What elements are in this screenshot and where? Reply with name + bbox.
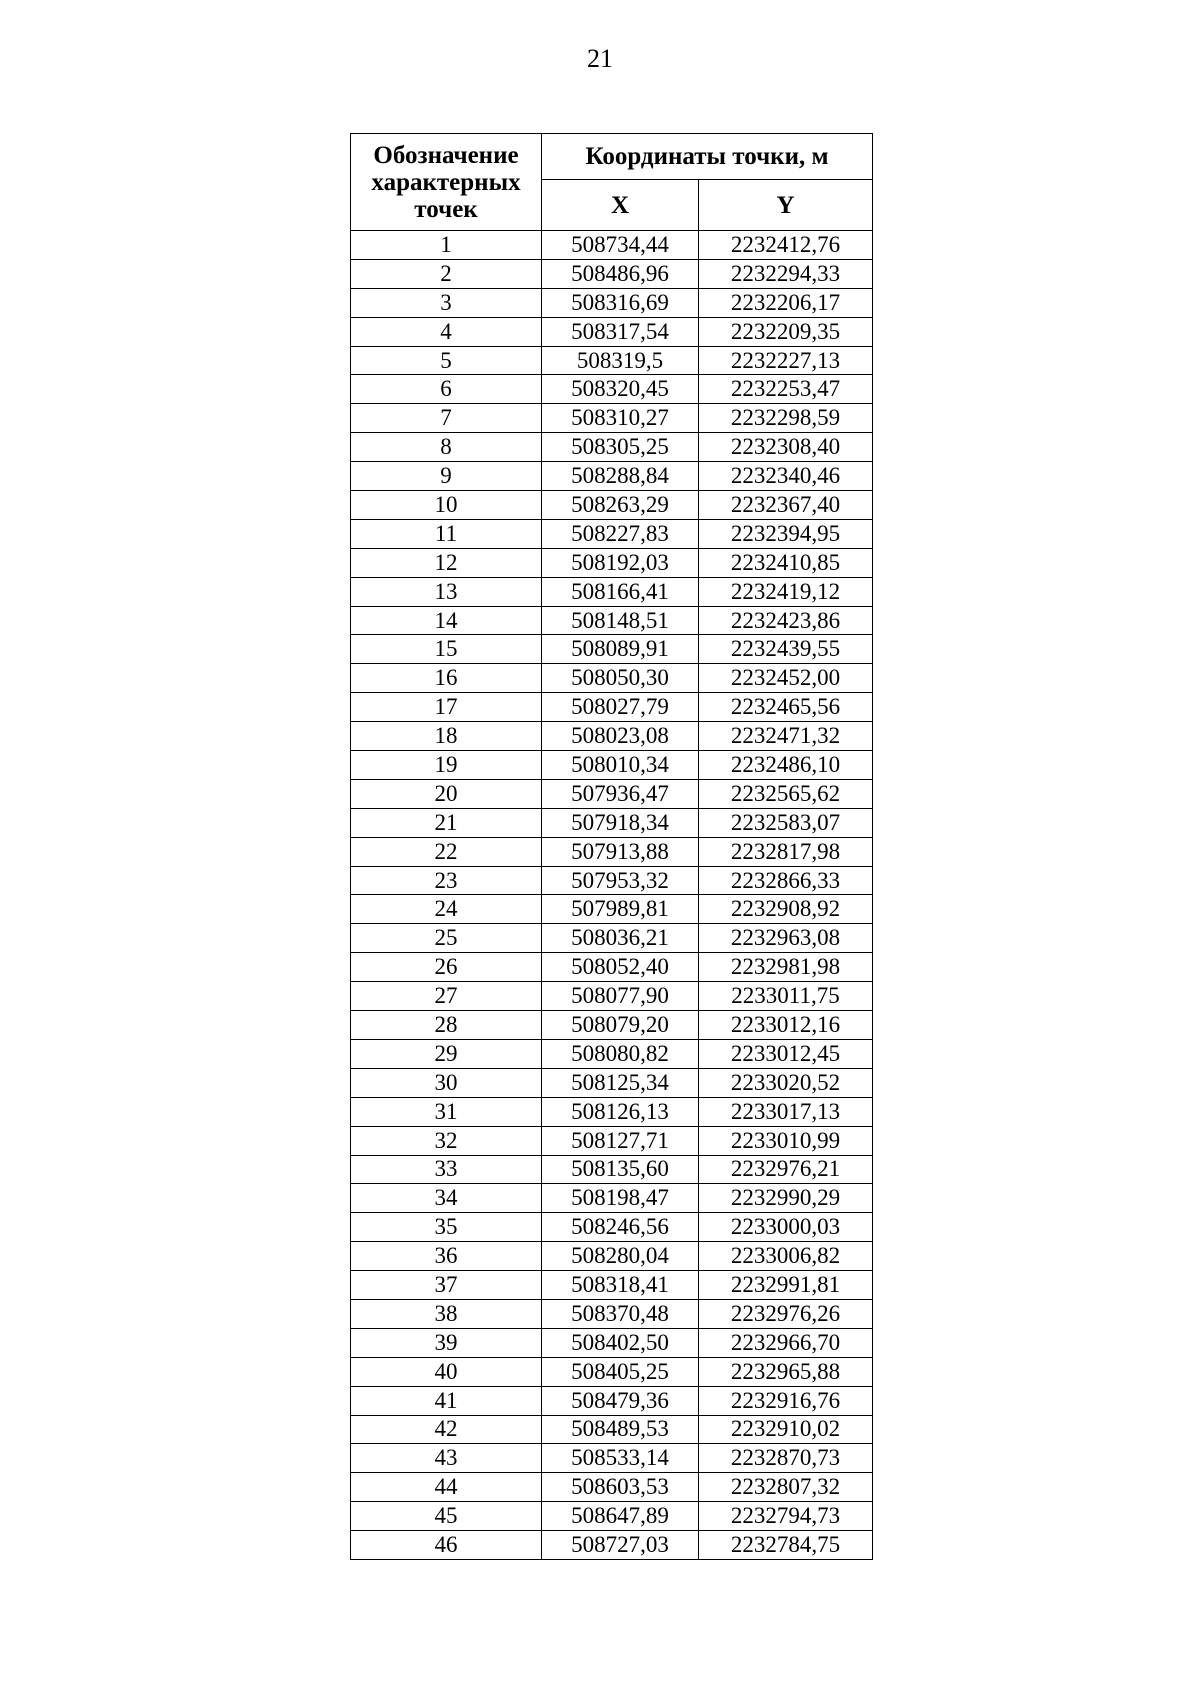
- x-value: 508310,27: [542, 404, 699, 433]
- x-value: 508036,21: [542, 924, 699, 953]
- y-value: 2232807,32: [699, 1473, 873, 1502]
- table-row: [351, 1386, 873, 1415]
- table-row: [351, 375, 873, 404]
- table-row: [351, 577, 873, 606]
- point-number: 2: [351, 259, 542, 288]
- y-value: 2233012,16: [699, 1011, 873, 1040]
- table-row: [351, 982, 873, 1011]
- y-value: 2232981,98: [699, 953, 873, 982]
- x-value: 508198,47: [542, 1184, 699, 1213]
- x-value: 508135,60: [542, 1155, 699, 1184]
- point-number: 40: [351, 1357, 542, 1386]
- x-value: 508010,34: [542, 751, 699, 780]
- x-value: 508023,08: [542, 722, 699, 751]
- table-row: [351, 1502, 873, 1531]
- table-row: [351, 1473, 873, 1502]
- x-value: 507953,32: [542, 866, 699, 895]
- table-row: [351, 808, 873, 837]
- y-value: 2233000,03: [699, 1213, 873, 1242]
- table-row: [351, 404, 873, 433]
- x-value: 508727,03: [542, 1531, 699, 1560]
- x-value: 508320,45: [542, 375, 699, 404]
- table-row: [351, 1068, 873, 1097]
- x-column-header: X: [542, 180, 699, 231]
- point-number: 37: [351, 1271, 542, 1300]
- x-value: 507936,47: [542, 779, 699, 808]
- table-row: [351, 779, 873, 808]
- y-value: 2232976,26: [699, 1299, 873, 1328]
- point-number: 21: [351, 808, 542, 837]
- table-row: [351, 1213, 873, 1242]
- x-value: 508227,83: [542, 519, 699, 548]
- y-value: 2232253,47: [699, 375, 873, 404]
- y-value: 2232916,76: [699, 1386, 873, 1415]
- table-row: [351, 231, 873, 260]
- y-value: 2232298,59: [699, 404, 873, 433]
- y-value: 2232870,73: [699, 1444, 873, 1473]
- table-row: [351, 664, 873, 693]
- x-value: 508263,29: [542, 491, 699, 520]
- point-number: 9: [351, 462, 542, 491]
- point-number: 28: [351, 1011, 542, 1040]
- table-row: [351, 491, 873, 520]
- point-number: 17: [351, 693, 542, 722]
- x-value: 508052,40: [542, 953, 699, 982]
- x-value: 508050,30: [542, 664, 699, 693]
- y-value: 2232910,02: [699, 1415, 873, 1444]
- point-number: 29: [351, 1039, 542, 1068]
- point-number: 11: [351, 519, 542, 548]
- y-value: 2232976,21: [699, 1155, 873, 1184]
- x-value: 508127,71: [542, 1126, 699, 1155]
- table-row: [351, 346, 873, 375]
- table-row: [351, 606, 873, 635]
- y-value: 2232206,17: [699, 288, 873, 317]
- table-row: [351, 895, 873, 924]
- table-header: [351, 134, 873, 231]
- y-value: 2232908,92: [699, 895, 873, 924]
- table-body: [351, 231, 873, 1560]
- x-value: 508486,96: [542, 259, 699, 288]
- x-value: 508489,53: [542, 1415, 699, 1444]
- point-number: 14: [351, 606, 542, 635]
- table-row: [351, 1184, 873, 1213]
- x-value: 508370,48: [542, 1299, 699, 1328]
- point-number: 38: [351, 1299, 542, 1328]
- table-row: [351, 751, 873, 780]
- y-value: 2232439,55: [699, 635, 873, 664]
- point-number: 12: [351, 548, 542, 577]
- y-value: 2232565,62: [699, 779, 873, 808]
- y-value: 2232583,07: [699, 808, 873, 837]
- table-row: [351, 1039, 873, 1068]
- y-value: 2233011,75: [699, 982, 873, 1011]
- x-value: 508080,82: [542, 1039, 699, 1068]
- x-value: 508734,44: [542, 231, 699, 260]
- point-number: 15: [351, 635, 542, 664]
- point-number: 18: [351, 722, 542, 751]
- coordinates-header: Координаты точки, м: [542, 134, 873, 180]
- y-value: 2232963,08: [699, 924, 873, 953]
- x-value: 508077,90: [542, 982, 699, 1011]
- table-row: [351, 693, 873, 722]
- point-number: 45: [351, 1502, 542, 1531]
- y-value: 2232465,56: [699, 693, 873, 722]
- point-number: 6: [351, 375, 542, 404]
- table-row: [351, 1271, 873, 1300]
- y-value: 2232423,86: [699, 606, 873, 635]
- point-number: 24: [351, 895, 542, 924]
- point-number: 34: [351, 1184, 542, 1213]
- x-value: 507918,34: [542, 808, 699, 837]
- y-value: 2232410,85: [699, 548, 873, 577]
- x-value: 508280,04: [542, 1242, 699, 1271]
- table-row: [351, 1357, 873, 1386]
- point-number: 4: [351, 317, 542, 346]
- point-number: 36: [351, 1242, 542, 1271]
- point-number: 44: [351, 1473, 542, 1502]
- table-row: [351, 1531, 873, 1560]
- x-value: 508125,34: [542, 1068, 699, 1097]
- x-value: 508079,20: [542, 1011, 699, 1040]
- table-row: [351, 259, 873, 288]
- table-row: [351, 1328, 873, 1357]
- x-value: 508319,5: [542, 346, 699, 375]
- table-row: [351, 288, 873, 317]
- y-value: 2232419,12: [699, 577, 873, 606]
- y-value: 2232866,33: [699, 866, 873, 895]
- point-designation-header: Обозначение характерных точек: [351, 134, 542, 231]
- point-number: 26: [351, 953, 542, 982]
- x-value: 508166,41: [542, 577, 699, 606]
- y-value: 2232340,46: [699, 462, 873, 491]
- x-value: 508305,25: [542, 433, 699, 462]
- point-number: 46: [351, 1531, 542, 1560]
- x-value: 508647,89: [542, 1502, 699, 1531]
- table-row: [351, 924, 873, 953]
- y-value: 2232367,40: [699, 491, 873, 520]
- y-value: 2233006,82: [699, 1242, 873, 1271]
- point-number: 39: [351, 1328, 542, 1357]
- y-value: 2232990,29: [699, 1184, 873, 1213]
- table-row: [351, 837, 873, 866]
- point-number: 22: [351, 837, 542, 866]
- y-value: 2232991,81: [699, 1271, 873, 1300]
- y-value: 2232308,40: [699, 433, 873, 462]
- table-row: [351, 953, 873, 982]
- point-number: 31: [351, 1097, 542, 1126]
- point-number: 7: [351, 404, 542, 433]
- y-value: 2232784,75: [699, 1531, 873, 1560]
- table-row: [351, 1444, 873, 1473]
- table-row: [351, 1155, 873, 1184]
- point-number: 19: [351, 751, 542, 780]
- x-value: 508479,36: [542, 1386, 699, 1415]
- point-number: 35: [351, 1213, 542, 1242]
- x-value: 508126,13: [542, 1097, 699, 1126]
- table-row: [351, 1415, 873, 1444]
- x-value: 508402,50: [542, 1328, 699, 1357]
- y-value: 2232817,98: [699, 837, 873, 866]
- table-row: [351, 548, 873, 577]
- table-row: [351, 519, 873, 548]
- y-value: 2232794,73: [699, 1502, 873, 1531]
- y-value: 2232471,32: [699, 722, 873, 751]
- y-value: 2233017,13: [699, 1097, 873, 1126]
- y-value: 2232486,10: [699, 751, 873, 780]
- x-value: 508317,54: [542, 317, 699, 346]
- y-value: 2232227,13: [699, 346, 873, 375]
- x-value: 508148,51: [542, 606, 699, 635]
- y-value: 2232209,35: [699, 317, 873, 346]
- page-number: 21: [587, 44, 613, 73]
- x-value: 508405,25: [542, 1357, 699, 1386]
- y-value: 2233020,52: [699, 1068, 873, 1097]
- point-number: 1: [351, 231, 542, 260]
- x-value: 508246,56: [542, 1213, 699, 1242]
- point-number: 41: [351, 1386, 542, 1415]
- table-row: [351, 1011, 873, 1040]
- table-row: [351, 462, 873, 491]
- point-number: 43: [351, 1444, 542, 1473]
- x-value: 508533,14: [542, 1444, 699, 1473]
- y-value: 2232966,70: [699, 1328, 873, 1357]
- table-row: [351, 317, 873, 346]
- table-row: [351, 722, 873, 751]
- x-value: 508318,41: [542, 1271, 699, 1300]
- point-number: 42: [351, 1415, 542, 1444]
- point-number: 25: [351, 924, 542, 953]
- x-value: 508316,69: [542, 288, 699, 317]
- point-number: 13: [351, 577, 542, 606]
- table-row: [351, 1242, 873, 1271]
- point-number: 20: [351, 779, 542, 808]
- table-row: [351, 1299, 873, 1328]
- x-value: 507913,88: [542, 837, 699, 866]
- y-value: 2232294,33: [699, 259, 873, 288]
- coordinates-table: [350, 133, 873, 1560]
- x-value: 507989,81: [542, 895, 699, 924]
- point-number: 16: [351, 664, 542, 693]
- point-number: 23: [351, 866, 542, 895]
- y-value: 2232412,76: [699, 231, 873, 260]
- table-row: [351, 866, 873, 895]
- point-number: 27: [351, 982, 542, 1011]
- y-value: 2233010,99: [699, 1126, 873, 1155]
- point-number: 30: [351, 1068, 542, 1097]
- point-number: 10: [351, 491, 542, 520]
- y-value: 2232965,88: [699, 1357, 873, 1386]
- x-value: 508192,03: [542, 548, 699, 577]
- y-value: 2233012,45: [699, 1039, 873, 1068]
- y-value: 2232394,95: [699, 519, 873, 548]
- x-value: 508603,53: [542, 1473, 699, 1502]
- point-number: 5: [351, 346, 542, 375]
- point-number: 32: [351, 1126, 542, 1155]
- point-number: 3: [351, 288, 542, 317]
- point-number: 8: [351, 433, 542, 462]
- y-column-header: Y: [699, 180, 873, 231]
- x-value: 508288,84: [542, 462, 699, 491]
- table-row: [351, 635, 873, 664]
- table-row: [351, 433, 873, 462]
- x-value: 508089,91: [542, 635, 699, 664]
- table-row: [351, 1126, 873, 1155]
- x-value: 508027,79: [542, 693, 699, 722]
- point-number: 33: [351, 1155, 542, 1184]
- table-row: [351, 1097, 873, 1126]
- y-value: 2232452,00: [699, 664, 873, 693]
